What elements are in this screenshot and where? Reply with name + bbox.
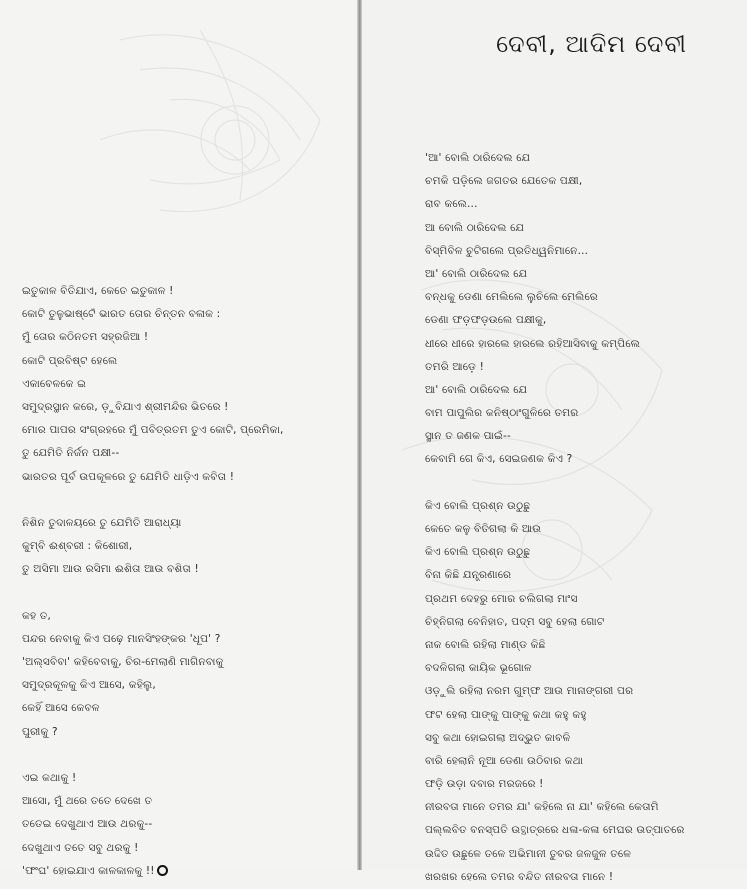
poem-line: 'ଆ' ବୋଲି ଠାରିଦେଲ ଯେ [425, 152, 531, 164]
poem-line: ଦେଖୁଥାଏ ତତେ ସବୁ ଥରକୁ ! [22, 841, 139, 854]
poem-line: ବନ୍ଧକୁ ଡେଣା ମେଲିଲେ ଲୁଚିଲେ ମେଲିରେ [425, 291, 598, 304]
poem-line: ଡେଣା ଫଡ଼ଫଡ଼ଉଲେ ପକ୍ଷୀକୁ, [425, 314, 547, 327]
poem-line: ଆ ବୋଲି ଠାରିଦେଲ ଯେ [425, 221, 525, 234]
poem-line: ବାରି ହେଲାନି ନୂଆ ଡେଣା ଉଠିବାର କଥା [425, 754, 584, 767]
poem-line: ସମୁଦ୍ରକୂଳକୁ କିଏ ଆସେ, କହିଲୁ, [22, 679, 156, 692]
stanza-break [22, 581, 352, 604]
stanza-break [22, 744, 352, 767]
stanza-break [425, 472, 743, 495]
poem-line: 'ଅଲ୍ସବିବା' କହିବେବାକୁ, ଚିର-ମେଲାଣି ମାଗିନବାକୁ [22, 656, 224, 668]
poem-line: ପୁରୀକୁ ? [22, 725, 58, 738]
end-mark-icon [157, 865, 168, 876]
poem-line: ଆ' ବୋଲି ଠାରିଦେଲ ଯେ [425, 267, 528, 280]
poem-line: ତୁ ଯେମିତି ନିର୍ଜନ ପକ୍ଷୀ-- [22, 447, 120, 460]
poem-line: ସ୍ଥାନ ତ ଜଣକ ପାଇଁ-- [425, 430, 511, 443]
poem-line: ଚିହ୍ନିଗଲା ବେନିହାତ, ପଦ୍ମ ସବୁ ହେଲା ଗୋଟ [425, 615, 605, 628]
poem-line: ଆସୋ, ମୁଁ ଥରେ ତତେ ଦେଖେ ତ [22, 795, 153, 808]
poem-line: କୁମ୍ବି ଈଶ୍ବରୀ : କିଶୋରୀ, [22, 540, 133, 553]
poem-line: ଧୀରେ ଧୀରେ ହାରଲେ ହାରଲେ ରହିଆସିବାକୁ କମ୍ପିଲେ [425, 337, 640, 350]
poem-line: ନିଶିନ ତୁଦାଳୟରେ ତୁ ଯେମିତି ଆରାଧ୍ୟା [22, 516, 182, 529]
poem-line: ନାକ ବୋଲି ରହିଲା ମାଣ୍ଡ କିଛି [425, 638, 546, 651]
poem-line: ବିନା କିଛି ଯନ୍ତ୍ରଣାରେ [425, 569, 512, 582]
poem-line: ନୀରବତା ମାନେ ତମର ଯା' କହିଲେ ନା ଯା' କହିଲେ କେତାମି [425, 801, 659, 814]
poem-line: ବିସ୍ମିବିଳ ଚୁଟିଗଲେ ପ୍ରତିଧ୍ୱନିମାନେ... [425, 244, 589, 257]
poem-line: ବାମ ପାପୁଲିର କନିଷ୍ଠାଂଗୁଳିରେ ତମର [425, 407, 579, 420]
poem-line: କେବାମି ଗେ କିଏ, ସେଇଜଣକ କିଏ ? [425, 453, 573, 466]
poem-line: ମୁଁ ତୋର କଠିନତମ ସହ୍ରଜିଆ ! [22, 331, 149, 344]
poem-line-text: 'ଫଂଘ' ହୋଇଯାଏ କାଳକାଳକୁ !! [22, 864, 155, 877]
poem-line: ଖରଖର ହେଲେ ତମର ବନ୍ଦିତ ନୀରବତା ମାନେ ! [425, 870, 614, 883]
poem-line: ଇତୁକାଳ ବିତିଯାଏ, କେତେ ଇତୁକାଳ ! [22, 285, 174, 297]
poem-line: ରାବ କଲେ... [425, 198, 478, 211]
poem-line: ପଲ୍ଲବିତ ବନସ୍ପତି ଉତ୍ଥାତ୍ରରେ ଧଳା-କଳା ମେଘର ଉତ୍ପାତରେ [425, 824, 685, 837]
poem-line: ଫଡ଼ି ଉଡ଼ା ଦବାର ମରଜରେ ! [425, 778, 544, 791]
poem-line: ଭାରତର ପୂର୍ବ ଉପକୂଳରେ ତୁ ଯେମିତି ଧାଡ଼ିଏ କବିତା ! [22, 470, 235, 483]
poem-line: କହ ତ, [22, 609, 52, 622]
poem-title: ଦେବୀ, ଆଦିମ ଦେବୀ [496, 30, 687, 58]
poem-line: ଫଟ ହେଲା ପାଙ୍କୁ ପାଙ୍କୁ କଥା କହୁ କହୁ [425, 708, 587, 721]
poem-line: ଏଇ କଥାକୁ ! [22, 771, 77, 784]
left-poem-text [22, 280, 352, 883]
poem-line: କୋଟି ପ୍ରବିଷ୍ଟ ହେଲେ [22, 354, 118, 367]
poem-line: ଆ' ବୋଲି ଠାରିଦେଲ ଯେ [425, 383, 528, 396]
poem-line: କେତେ କଳୁ ବିତିଗଲା କି ଆଉ [425, 523, 542, 535]
poem-line: ଚମକି ପଡ଼ିଲେ ଜଗତର ଯେତେକ ପକ୍ଷୀ, [425, 175, 583, 188]
poem-line: ମୋର ପାପର ସଂଗ୍ରହରେ ମୁଁ ପବିତ୍ରତମ ତୁଏ କୋଟି, ପ୍ରେମିକା, [22, 424, 284, 437]
stanza-break [22, 489, 352, 512]
poem-line: ତୁ ଅସିମା ଆଉ ରସିମା ଈଶିତା ଆଉ ବଶିତା ! [22, 563, 199, 576]
poem-line: କୋଟି ତୁଳୁଭାଷ୍ଟେଁ ଭାରତ ତୋର ଚିନ୍ତନ ବଳାକ : [22, 308, 221, 321]
poem-line: ସବୁ କଥା ହୋଇଗଲା ଅଦ୍ଭୁତ କାବଳି [425, 731, 571, 744]
poem-line: କିଏ ବୋଲି ପ୍ରଶ୍ନ ଉଠୁଛୁ [425, 546, 531, 559]
poem-line: ଉଦ୍ଦିତ ଉଛୁଳେ ତଳେ ଅଭିମାନୀ ତୁବର ଜଳଜୁଳ ତଳେ [425, 847, 631, 860]
poem-line: ତମରି ଆଡ଼େ ! [425, 360, 484, 373]
poem-line: ପନ୍ଦର ନେବାକୁ କିଏ ପଢ଼େ ମାନସିଂହଙ୍କର 'ଧୂପ' ? [22, 632, 221, 645]
poem-line: ପ୍ରଥମ ଦେହରୁ ମୋର ଚଲିଗଲା ମାଂସ [425, 592, 578, 605]
poem-line: କିଏ ବୋଲି ପ୍ରଶ୍ନ ଉଠୁଛୁ [425, 499, 531, 512]
poem-line: ବଦଳିଗଲା କାୟିକ ଭୂଗୋଳ [425, 662, 532, 675]
poem-line: ତତେଇ ଦେଖୁଥାଏ ଆଉ ଥରକୁ-- [22, 818, 153, 831]
poem-line: କେହିଁ ଆସେ କେବଳ [22, 702, 100, 715]
poem-line-last [22, 860, 352, 883]
right-poem-text [425, 147, 743, 889]
poem-line: ସମୁଦ୍ରସ୍ଥାନ କରେ, ଡ଼ୁବିଯାଏ ଶ୍ରୀମନ୍ଦିର ଭିତରେ ! [22, 400, 229, 413]
poem-line: ଓଡ଼ୁଲି ରହିଲା ନରମ ଗୁମ୍ଫ ଆଉ ମାନାଙ୍ଗରୀ ପର [425, 685, 634, 698]
poem-line: ଏକାବେଳକେ ଇ [22, 377, 87, 390]
